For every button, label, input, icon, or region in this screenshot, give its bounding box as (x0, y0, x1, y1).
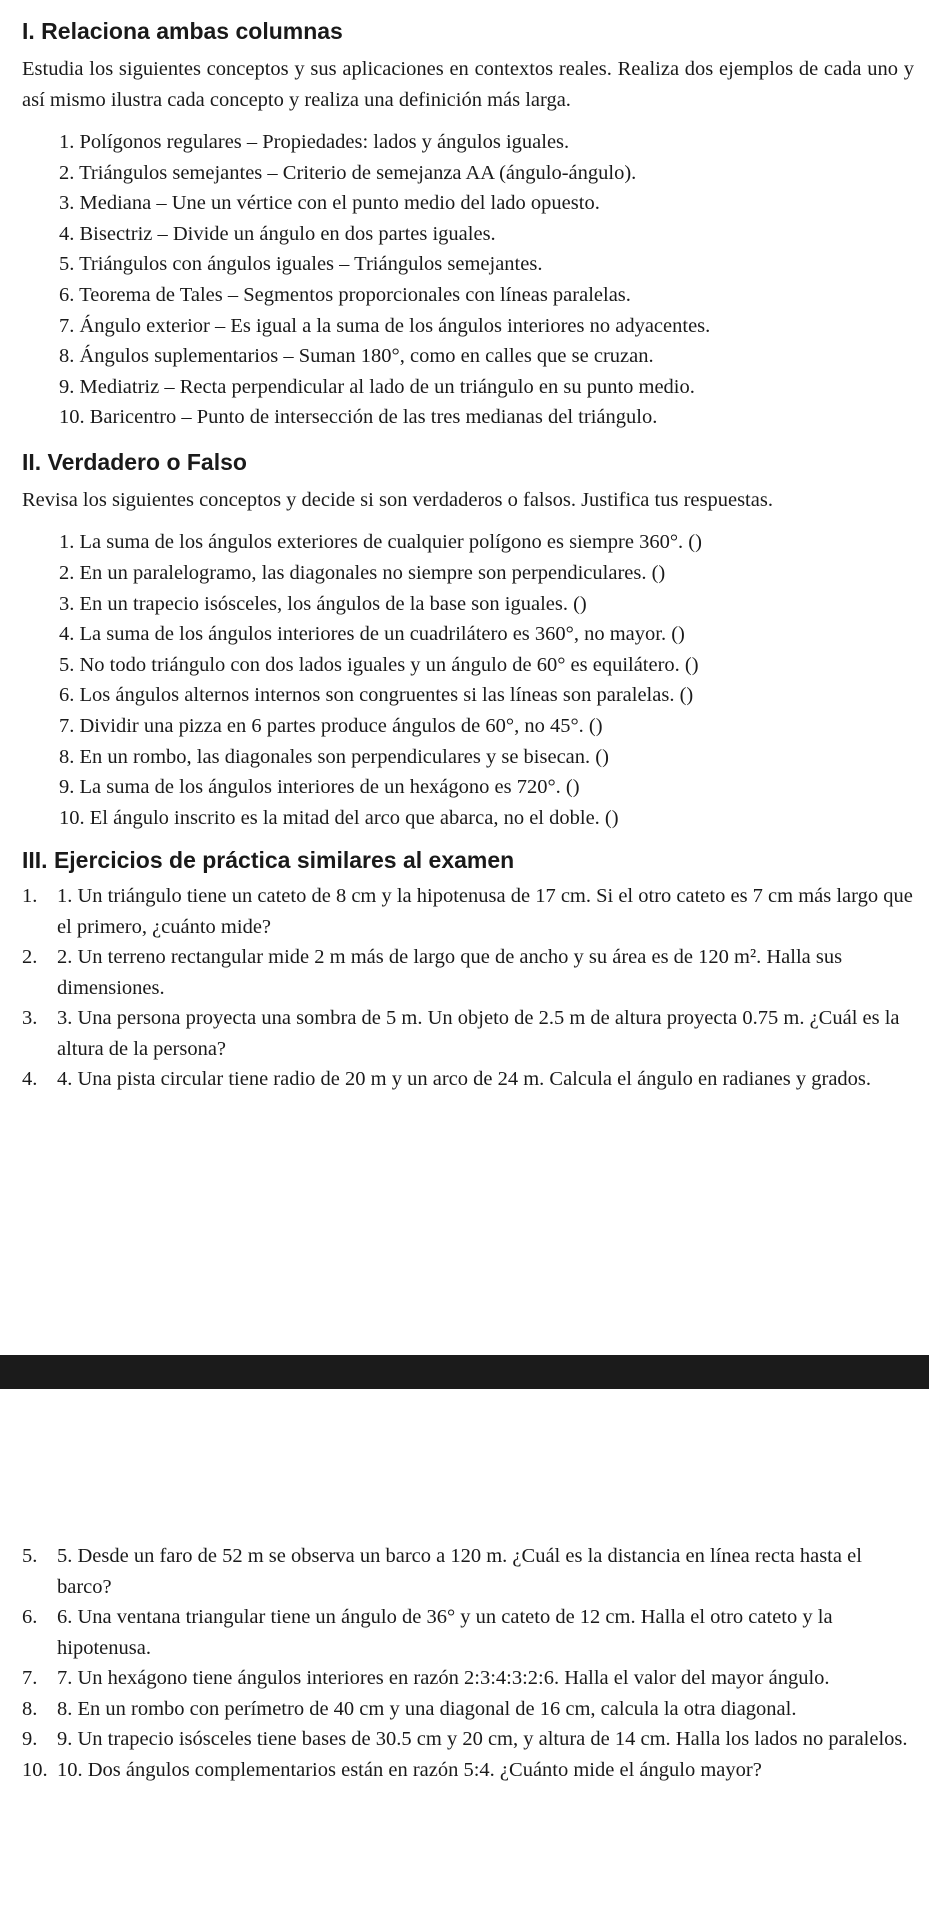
exercise-number: 5. (22, 1545, 38, 1567)
concept-item: 8. Ángulos suplementarios – Suman 180°, como en calles que se cruzan. (59, 345, 654, 368)
exercise-text: 2. Un terreno rectangular mide 2 m más de largo que de ancho y su área es de 120 m². Halla sus dimensiones. (57, 946, 843, 999)
true-false-item: 7. Dividir una pizza en 6 partes produce ángulos de 60°, no 45°. () (59, 715, 603, 737)
section-1-intro: Estudia los siguientes conceptos y sus aplicaciones en contextos reales. Realiza dos ejemplos de cada uno y así mismo ilustra cada concepto y realiza una definición más larga. (22, 58, 914, 111)
section-3-heading: III. Ejercicios de práctica similares al examen (22, 847, 515, 874)
exercise-text: 5. Desde un faro de 52 m se observa un barco a 120 m. ¿Cuál es la distancia en línea recta hasta el barco? (57, 1545, 862, 1598)
exercise-item (22, 881, 914, 942)
exercise-text: 1. Un triángulo tiene un cateto de 8 cm y la hipotenusa de 17 cm. Si el otro cateto es 7 cm más largo que el primero, ¿cuánto mide? (57, 885, 913, 938)
exercise-item (22, 1003, 914, 1064)
document-top-block (22, 16, 914, 1095)
true-false-item: 3. En un trapecio isósceles, los ángulos de la base son iguales. () (59, 592, 587, 615)
true-false-item: 2. En un paralelogramo, las diagonales no siempre son perpendiculares. () (59, 562, 666, 585)
exercise-item (22, 1755, 914, 1786)
concept-item: 1. Polígonos regulares – Propiedades: lados y ángulos iguales. (59, 131, 570, 153)
exercise-number: 1. (22, 885, 38, 908)
exercise-text: 6. Una ventana triangular tiene un ángulo de 36° y un cateto de 12 cm. Halla el otro cateto y la hipotenusa. (57, 1606, 833, 1659)
exercise-item (22, 1064, 914, 1095)
section-2-heading: II. Verdadero o Falso (22, 448, 247, 475)
exercise-text: 3. Una persona proyecta una sombra de 5 m. Un objeto de 2.5 m de altura proyecta 0.75 m. ¿Cuál es la altura de la persona? (57, 1007, 900, 1060)
exercise-item (22, 1694, 914, 1725)
concept-item: 5. Triángulos con ángulos iguales – Triángulos semejantes. (59, 253, 543, 276)
exercise-number: 2. (22, 946, 38, 969)
concept-item: 3. Mediana – Une un vértice con el punto medio del lado opuesto. (59, 192, 600, 215)
exercise-number: 10. (22, 1758, 48, 1781)
section-3-list-part-1 (22, 881, 914, 1095)
exercise-item (22, 1541, 914, 1602)
page-divider-bar (0, 1355, 929, 1389)
section-1-list (22, 127, 914, 433)
true-false-item: 4. La suma de los ángulos interiores de un cuadrilátero es 360°, no mayor. () (59, 623, 685, 646)
concept-item: 9. Mediatriz – Recta perpendicular al lado de un triángulo en su punto medio. (59, 375, 695, 398)
concept-item: 10. Baricentro – Punto de intersección de las tres medianas del triángulo. (59, 406, 658, 429)
exercise-item (22, 1724, 914, 1755)
true-false-item: 6. Los ángulos alternos internos son congruentes si las líneas son paralelas. () (59, 684, 694, 707)
exercise-item (22, 1602, 914, 1663)
exercise-number: 8. (22, 1697, 38, 1720)
exercise-number: 4. (22, 1068, 38, 1091)
exercise-number: 6. (22, 1606, 38, 1628)
concept-item: 4. Bisectriz – Divide un ángulo en dos partes iguales. (59, 222, 496, 245)
section-2-intro: Revisa los siguientes conceptos y decide si son verdaderos o falsos. Justifica tus respuestas. (22, 488, 773, 511)
true-false-item: 8. En un rombo, las diagonales son perpendiculares y se bisecan. () (59, 745, 609, 768)
exercise-number: 3. (22, 1007, 38, 1030)
exercise-text: 10. Dos ángulos complementarios están en razón 5:4. ¿Cuánto mide el ángulo mayor? (57, 1758, 762, 1781)
document-bottom-block (22, 1535, 914, 1785)
exercise-text: 9. Un trapecio isósceles tiene bases de 30.5 cm y 20 cm, y altura de 14 cm. Halla los lados no paralelos. (57, 1728, 908, 1750)
concept-item: 7. Ángulo exterior – Es igual a la suma de los ángulos interiores no adyacentes. (59, 314, 711, 337)
exercise-text: 7. Un hexágono tiene ángulos interiores en razón 2:3:4:3:2:6. Halla el valor del mayor ángulo. (57, 1667, 830, 1689)
exercise-text: 8. En un rombo con perímetro de 40 cm y una diagonal de 16 cm, calcula la otra diagonal. (57, 1697, 797, 1720)
true-false-item: 9. La suma de los ángulos interiores de un hexágono es 720°. () (59, 776, 580, 799)
exercise-item (22, 1663, 914, 1694)
true-false-item: 10. El ángulo inscrito es la mitad del arco que abarca, no el doble. () (59, 806, 619, 829)
exercise-number: 9. (22, 1728, 38, 1750)
true-false-item: 5. No todo triángulo con dos lados iguales y un ángulo de 60° es equilátero. () (59, 653, 699, 676)
section-1-heading: I. Relaciona ambas columnas (22, 18, 343, 44)
exercise-item (22, 942, 914, 1003)
exercise-number: 7. (22, 1667, 38, 1689)
concept-item: 2. Triángulos semejantes – Criterio de semejanza AA (ángulo-ángulo). (59, 161, 637, 184)
exercise-text: 4. Una pista circular tiene radio de 20 m y un arco de 24 m. Calcula el ángulo en radianes y grados. (57, 1068, 872, 1091)
true-false-item: 1. La suma de los ángulos exteriores de cualquier polígono es siempre 360°. () (59, 531, 702, 554)
section-2-list (22, 527, 914, 833)
section-3-list-part-2 (22, 1541, 914, 1785)
concept-item: 6. Teorema de Tales – Segmentos proporcionales con líneas paralelas. (59, 283, 631, 306)
